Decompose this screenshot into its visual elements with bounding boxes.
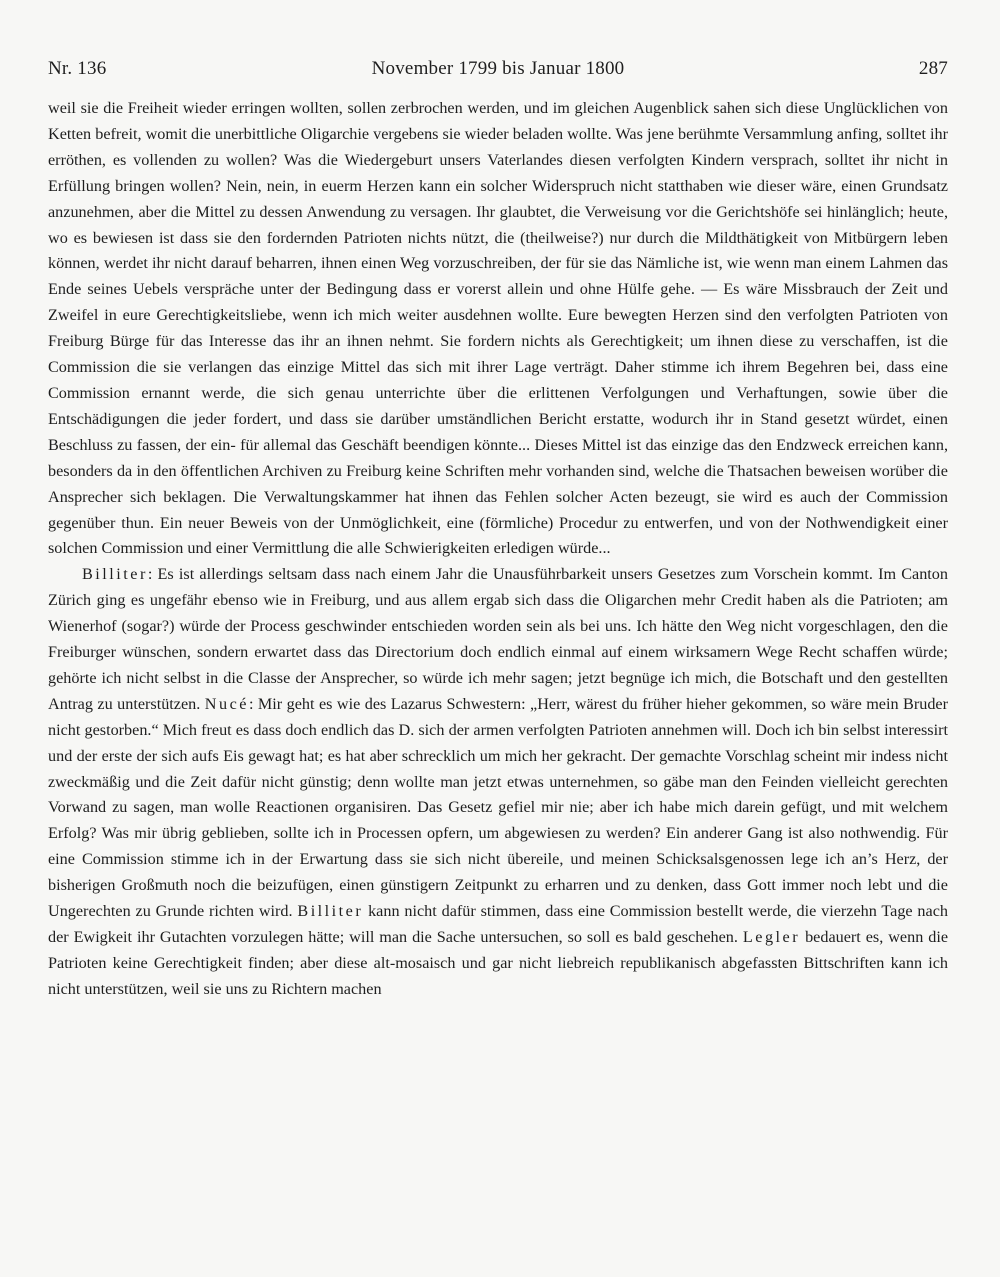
running-header <box>48 58 948 88</box>
page-number: 287 <box>918 58 948 79</box>
speaker-name: Billiter <box>82 565 148 584</box>
paragraph <box>48 562 948 1002</box>
body-text <box>48 96 948 1003</box>
document-number: Nr. 136 <box>48 58 107 79</box>
speaker-name: Legler <box>742 928 801 946</box>
header-title: November 1799 bis Januar 1800 <box>371 58 625 79</box>
speech-text: kann nicht dafür stimmen, dass eine Commission bestellt werde, die vierzehn Tage nach der Ewigkeit ihr Gutachten vorzulegen hätte; will man die Sache untersuchen, so soll es bald geschehen. <box>48 902 948 946</box>
speaker-name: Nucé <box>204 694 249 713</box>
speech-text: : Mir geht es wie des Lazarus Schwestern: „Herr, wärest du früher hieher gekommen, so wäre mein Bruder nicht gestorben.“ Mich freut es dass doch endlich das D. sich der armen verfolgten Patrioten annehmen will. Doch ich bin selbst interessirt und der erste der sich aufs Eis gewagt hat; es hat aber schrecklich um mich her gekracht. Der gemachte Vorschlag scheint mir indess nicht zweckmäßig und die Zeit dafür nicht günstig; denn wollte man jetzt etwas unternehmen, so gäbe man den Feinden vielleicht gerechten Vorwand zu sagen, man wolle Reactionen organisiren. Das Gesetz gefiel mir nie; aber ich habe mich darein gefügt, und mit welchem Erfolg? Was mir übrig geblieben, sollte ich in Processen opfern, um abgewiesen zu werden? Ein anderer Gang ist also nothwendig. Für eine Commission stimme ich in der Erwartung dass sie sich nicht übereile, und meinen Schicksalsgenossen lege ich an’s Herz, der bisherigen Großmuth noch die beizufügen, einen günstigern Zeitpunkt zu erharren und zu denken, dass Gott immer noch lebt und die Ungerechten zu Grunde richten wird. <box>48 694 948 921</box>
speech-text: : Es ist allerdings seltsam dass nach einem Jahr die Unausführbarkeit unsers Gesetzes zum Vorschein kommt. Im Canton Zürich ging es ungefähr ebenso wie in Freiburg, und aus allem ergab sich dass die Oligarchen mehr Credit haben als die Patrioten; am Wienerhof (sogar?) würde der Process geschwinder entschieden worden sein als bei uns. Ich hätte den Weg nicht vorgeschlagen, den die Freiburger wünschen, sondern erwartet dass das Directorium doch endlich einmal auf einem wirksamern Wege Recht schaffen würde; gehörte ich nicht selbst in die Classe der Ansprecher, so würde ich mehr sagen; jetzt begnüge ich mich, die Botschaft und den gestellten Antrag zu unterstützen. <box>48 565 948 713</box>
paragraph: weil sie die Freiheit wieder erringen wollten, sollen zerbrochen werden, und im gleichen Augenblick sahen sich diese Unglücklichen von Ketten befreit, womit die unerbittliche Oligarchie vergebens sie wieder beladen wollte. Was jene berühmte Versammlung anfing, solltet ihr erröthen, es vollenden zu wollen? Was die Wiedergeburt unsers Vaterlandes diesen verfolgten Kindern versprach, solltet ihr nicht in Erfüllung bringen wollen? Nein, nein, in euerm Herzen kann ein solcher Widerspruch nicht statthaben wie dieser wäre, einen Grundsatz anzunehmen, aber die Mittel zu dessen Anwendung zu versagen. Ihr glaubtet, die Verweisung vor die Gerichtshöfe sei hinlänglich; heute, wo es bewiesen ist dass sie den fordernden Patrioten nichts nützt, die (theilweise?) nur durch die Mildthätigkeit von Mitbürgern leben können, werdet ihr nicht darauf beharren, ihnen einen Weg vorzuschreiben, der für sie das Nämliche ist, wie wenn man einem Lahmen das Ende seines Uebels verspräche unter der Bedingung dass er vorerst allein und ohne Hülfe gehe. — Es wäre Missbrauch der Zeit und Zweifel in eure Gerechtigkeitsliebe, wenn ich mich weiter ausdehnen wollte. Eure bewegten Herzen sind den verfolgten Patrioten von Freiburg Bürge für das Interesse das ihr an ihnen nehmt. Sie fordern nichts als Gerechtigkeit; um ihnen diese zu verschaffen, ist die Commission die sie verlangen das einzige Mittel das sich mit ihrer Lage verträgt. Daher stimme ich ihrem Begehren bei, dass eine Commission ernannt werde, die sich genau unterrichte über die erlittenen Verfolgungen und Verhaftungen, sowie über die Entschädigungen die jeder fordert, und dass sie darüber umständlichen Bericht erstatte, wodurch ihr in Stand gesetzt würdet, einen Beschluss zu fassen, der ein- für allemal das Geschäft beendigen könnte... Dieses Mittel ist das einzige das den Endzweck erreichen kann, besonders da in den öffentlichen Archiven zu Freiburg keine Schriften mehr vorhanden sind, welche die Thatsachen beweisen worüber die Ansprecher sich beklagen. Die Verwaltungskammer hat ihnen das Fehlen solcher Acten bezeugt, sie wird es auch der Commission gegenüber thun. Ein neuer Beweis von der Unmöglichkeit, eine (förmliche) Procedur zu entwerfen, und von der Nothwendigkeit einer solchen Commission und einer Vermittlung die alle Schwierigkeiten erledigen würde... <box>48 99 948 558</box>
speaker-name: Billiter <box>297 902 364 921</box>
speech-text: bedauert es, wenn die Patrioten keine Gerechtigkeit finden; aber diese alt-mosaisch und gar nicht liebreich republikanisch abgefassten Bittschriften kann ich nicht unterstützen, weil sie uns zu Richtern machen <box>48 928 948 998</box>
